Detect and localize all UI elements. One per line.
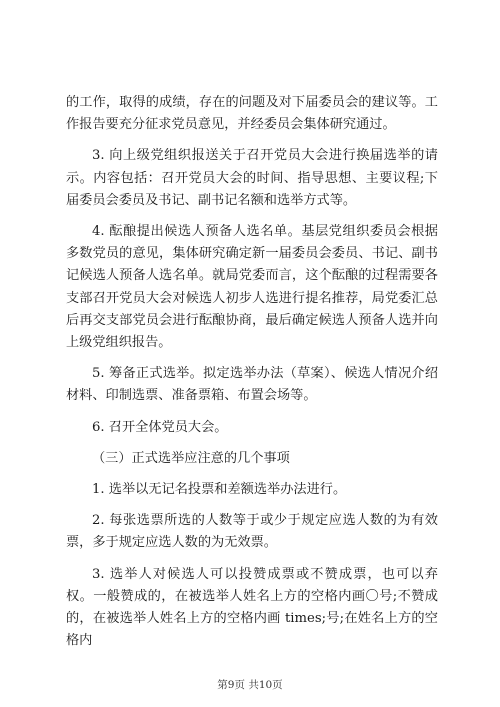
page-footer: 第9页 共10页 [217, 679, 283, 691]
paragraph-item-3: 3. 向上级党组织报送关于召开党员大会进行换届选举的请示。内容包括：召开党员大会的时间、指导思想、主要议程;下届委员会委员及书记、副书记名额和选举方式等。 [66, 148, 438, 208]
paragraph-item-5: 5. 筹备正式选举。拟定选举办法（草案）、候选人情况介绍材料、印制选票、准备票箱、布置会场等。 [66, 366, 438, 404]
paragraph-work-report: 的工作，取得的成绩，存在的问题及对下届委员会的建议等。工作报告要充分征求党员意见，并经委员会集体研究通过。 [66, 95, 438, 133]
paragraph-item-4: 4. 酝酿提出候选人预备人选名单。基层党组织委员会根据多数党员的意见，集体研究确定新一届委员会委员、书记、副书记候选人预备人选名单。就局党委而言，这个酝酿的过程需要各支部召开党员大会对候选人初步人选进行提名推荐，局党委汇总后再交支部党员会进行酝酿协商，最后确定候选人预备人选并向上级党组织报告。 [66, 224, 438, 351]
paragraph-item-6: 6. 召开全体党员大会。 [92, 419, 228, 435]
section-heading: （三）正式选举应注意的几个事项 [92, 450, 290, 466]
paragraph-rule-2: 2. 每张选票所选的人数等于或少于规定应选人数的为有效票，多于规定应选人数的为无效票。 [66, 513, 438, 551]
paragraph-rule-1: 1. 选举以无记名投票和差额选举办法进行。 [92, 482, 347, 498]
document-body [66, 92, 438, 652]
paragraph-rule-3: 3. 选举人对候选人可以投赞成票或不赞成票，也可以弃权。一般赞成的，在被选举人姓名上方的空格内画〇号;不赞成的，在被选举人姓名上方的空格内画 times;号;在姓名上方的空格内 [66, 566, 438, 649]
